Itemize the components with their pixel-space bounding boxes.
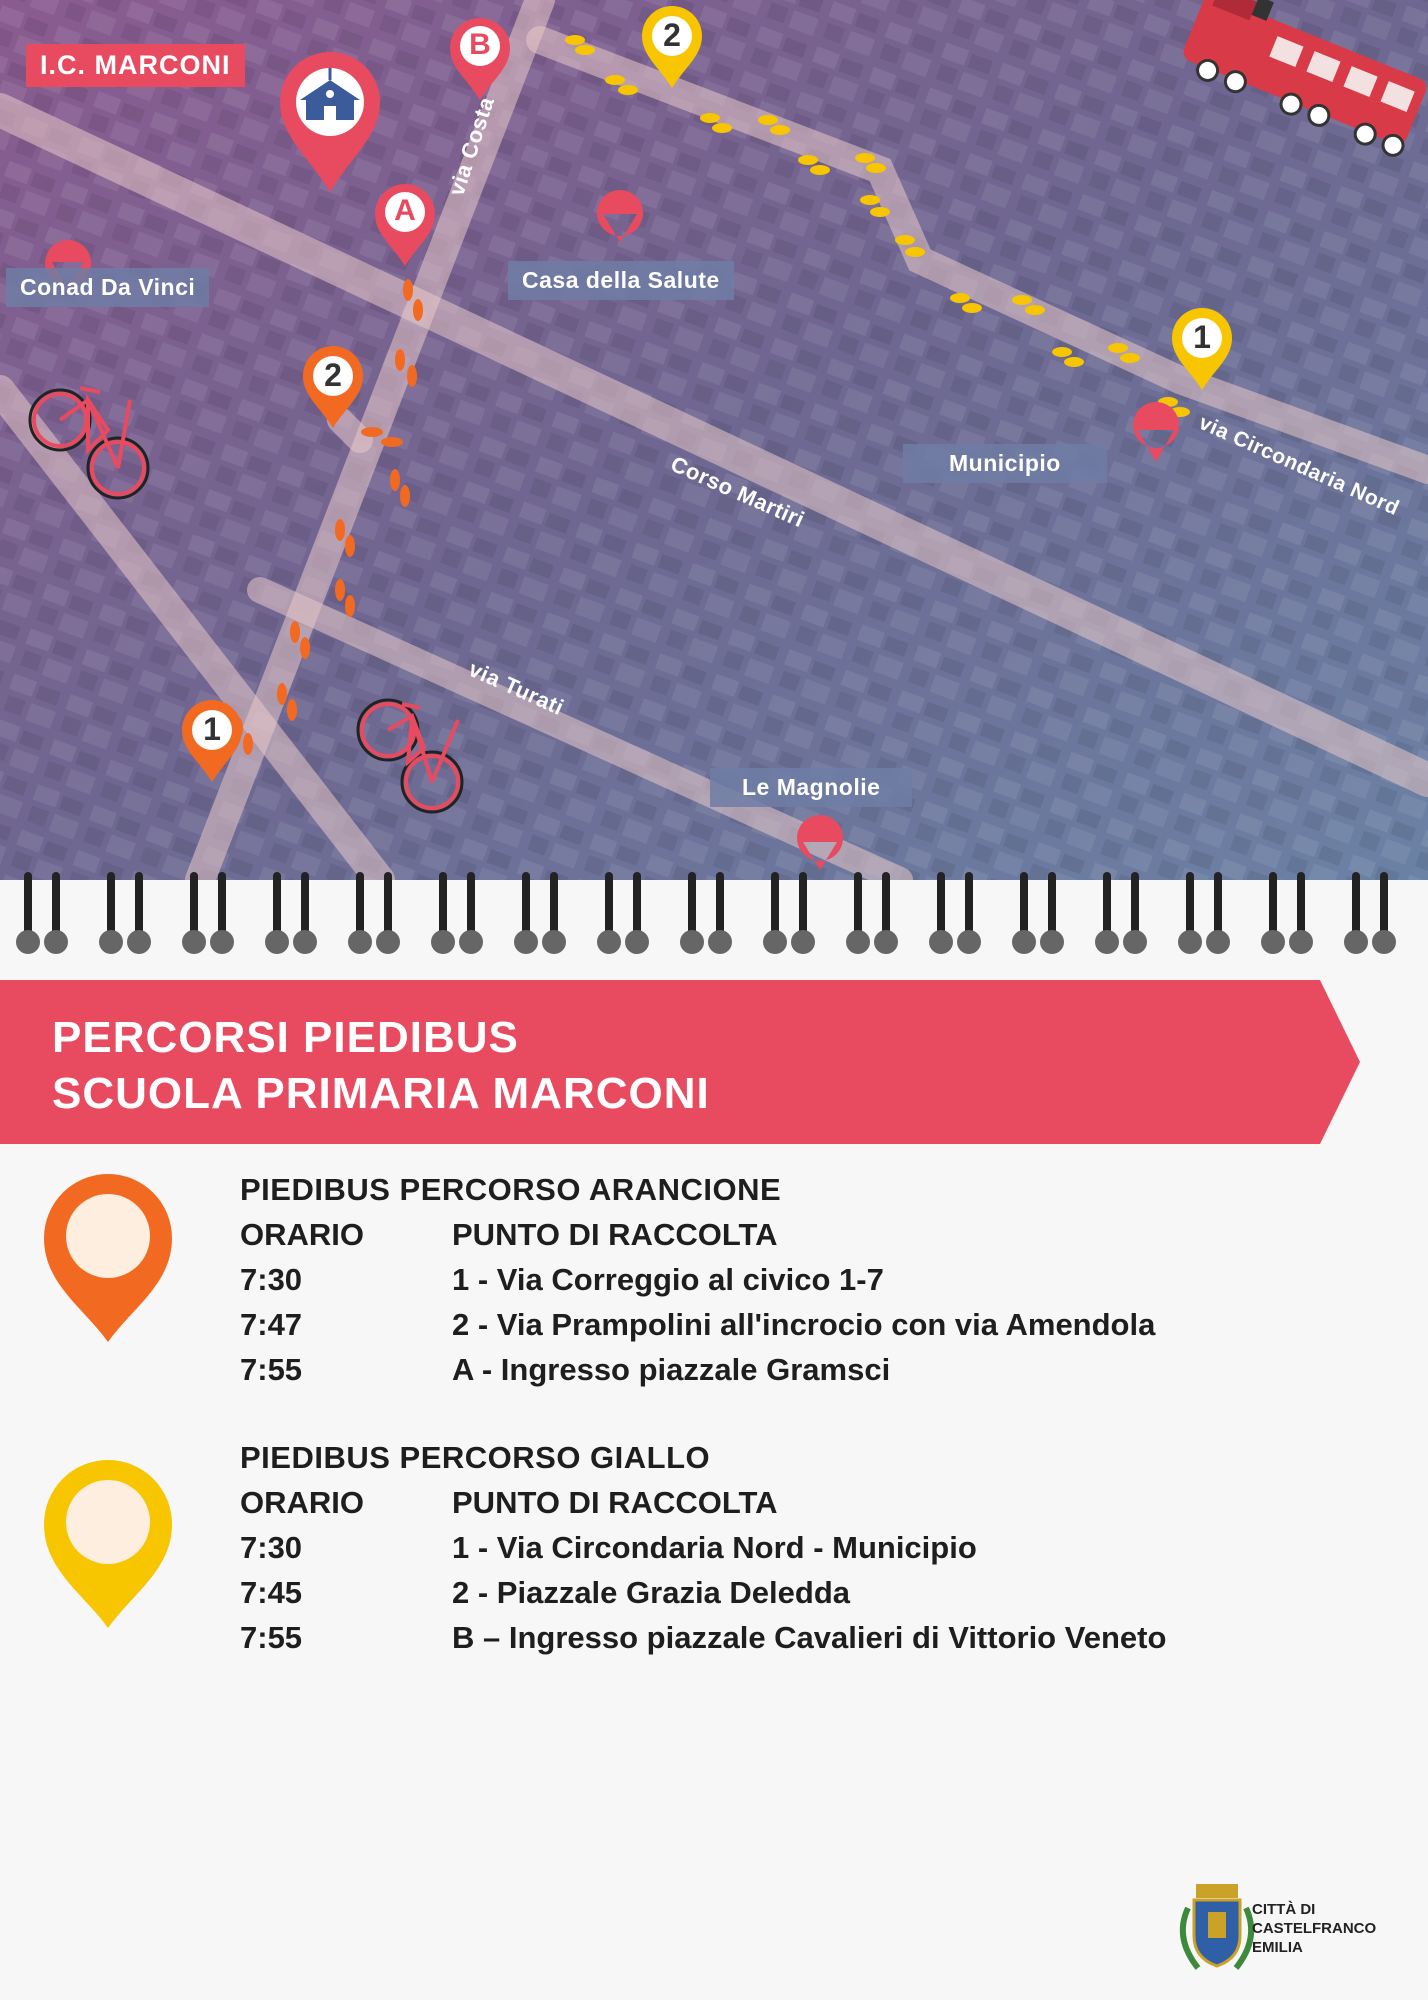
orange-route-pin-icon <box>40 1170 176 1346</box>
ring-wire <box>52 872 60 934</box>
marker-b-label: B <box>469 28 491 61</box>
stop-point: B – Ingresso piazzale Cavalieri di Vittorio Veneto <box>452 1620 1167 1655</box>
banner-title <box>52 1010 710 1122</box>
ring-hole <box>1178 930 1202 954</box>
stop-time: 7:55 <box>240 1352 303 1387</box>
stop-point: 2 - Piazzale Grazia Deledda <box>452 1575 851 1610</box>
ring-wire <box>439 872 447 934</box>
banner-line-1: PERCORSI PIEDIBUS <box>52 1013 519 1062</box>
ring-hole <box>846 930 870 954</box>
logo-line-2: CASTELFRANCO <box>1252 1920 1377 1937</box>
logo-line-3: EMILIA <box>1252 1939 1303 1956</box>
ring-wire <box>605 872 613 934</box>
place-label-municipio: Municipio <box>903 444 1107 483</box>
ring-hole <box>708 930 732 954</box>
notebook-rings <box>0 862 1428 962</box>
header-time: ORARIO <box>240 1217 364 1252</box>
ring-hole <box>210 930 234 954</box>
stop-time: 7:55 <box>240 1620 303 1655</box>
street-label-corso-martiri: Corso Martiri <box>667 451 809 533</box>
stop-time: 7:45 <box>240 1575 303 1610</box>
yellow-route-pin-icon <box>40 1456 176 1632</box>
ring-wire <box>937 872 945 934</box>
ring-hole <box>1372 930 1396 954</box>
ring-wire <box>1103 872 1111 934</box>
school-tag: I.C. MARCONI <box>26 44 245 87</box>
ring-wire <box>688 872 696 934</box>
table-row <box>240 1570 1166 1615</box>
ring-wire <box>190 872 198 934</box>
ring-wire <box>1186 872 1194 934</box>
ring-hole <box>1123 930 1147 954</box>
yellow-route-table <box>240 1436 1166 1660</box>
ring-wire <box>771 872 779 934</box>
ring-wire <box>1352 872 1360 934</box>
ring-hole <box>431 930 455 954</box>
ring-wire <box>799 872 807 934</box>
table-row <box>240 1257 1155 1302</box>
logo-line-1: CITTÀ DI <box>1252 1901 1316 1918</box>
ring-wire <box>384 872 392 934</box>
ring-hole <box>625 930 649 954</box>
ring-wire <box>1020 872 1028 934</box>
orange-route-title: PIEDIBUS PERCORSO ARANCIONE <box>240 1172 782 1207</box>
ring-hole <box>514 930 538 954</box>
ring-wire <box>1380 872 1388 934</box>
ring-hole <box>1261 930 1285 954</box>
stop-point: 2 - Via Prampolini all'incrocio con via Amendola <box>452 1307 1156 1342</box>
ring-hole <box>542 930 566 954</box>
marker-orange-1-label: 1 <box>203 711 221 747</box>
ring-hole <box>348 930 372 954</box>
orange-route-header <box>240 1212 1155 1257</box>
header-time: ORARIO <box>240 1485 364 1520</box>
yellow-route-header <box>240 1480 1166 1525</box>
ring-hole <box>1289 930 1313 954</box>
marker-orange-2-label: 2 <box>324 357 342 393</box>
ring-wire <box>1214 872 1222 934</box>
table-row <box>240 1347 1155 1392</box>
ring-wire <box>1297 872 1305 934</box>
ring-wire <box>107 872 115 934</box>
ring-wire <box>550 872 558 934</box>
ring-wire <box>1131 872 1139 934</box>
orange-route-table <box>240 1168 1155 1392</box>
stop-point: 1 - Via Circondaria Nord - Municipio <box>452 1530 977 1565</box>
ring-hole <box>1040 930 1064 954</box>
table-row <box>240 1615 1166 1660</box>
ring-wire <box>356 872 364 934</box>
ring-wire <box>633 872 641 934</box>
header-point: PUNTO DI RACCOLTA <box>452 1217 778 1252</box>
place-label-casa-salute: Casa della Salute <box>508 261 734 300</box>
ring-hole <box>376 930 400 954</box>
table-row <box>240 1302 1155 1347</box>
ring-hole <box>99 930 123 954</box>
stop-time: 7:30 <box>240 1262 303 1297</box>
marker-yellow-1-label: 1 <box>1193 319 1211 355</box>
marker-a-label: A <box>394 194 416 227</box>
ring-hole <box>265 930 289 954</box>
ring-hole <box>1344 930 1368 954</box>
ring-wire <box>1048 872 1056 934</box>
banner-line-2: SCUOLA PRIMARIA MARCONI <box>52 1069 710 1118</box>
header-point: PUNTO DI RACCOLTA <box>452 1485 778 1520</box>
ring-wire <box>273 872 281 934</box>
ring-hole <box>293 930 317 954</box>
stop-time: 7:30 <box>240 1530 303 1565</box>
ring-hole <box>1206 930 1230 954</box>
ring-wire <box>716 872 724 934</box>
ring-wire <box>135 872 143 934</box>
street-label-circondaria: via Circondaria Nord <box>1195 411 1403 521</box>
ring-wire <box>1269 872 1277 934</box>
place-label-conad: Conad Da Vinci <box>6 268 209 307</box>
ring-wire <box>522 872 530 934</box>
ring-hole <box>127 930 151 954</box>
ring-wire <box>301 872 309 934</box>
stop-time: 7:47 <box>240 1307 303 1342</box>
ring-hole <box>680 930 704 954</box>
ring-wire <box>467 872 475 934</box>
marker-yellow-2-label: 2 <box>663 17 681 53</box>
ring-hole <box>1012 930 1036 954</box>
ring-wire <box>24 872 32 934</box>
stop-point: 1 - Via Correggio al civico 1-7 <box>452 1262 884 1297</box>
ring-hole <box>182 930 206 954</box>
place-label-magnolie: Le Magnolie <box>710 768 912 807</box>
ring-hole <box>791 930 815 954</box>
ring-hole <box>957 930 981 954</box>
ring-wire <box>965 872 973 934</box>
street-label-costa: via Costa <box>443 93 500 199</box>
ring-hole <box>597 930 621 954</box>
ring-wire <box>218 872 226 934</box>
ring-hole <box>763 930 787 954</box>
ring-hole <box>874 930 898 954</box>
stop-point: A - Ingresso piazzale Gramsci <box>452 1352 891 1387</box>
map-area <box>0 0 1428 880</box>
ring-hole <box>44 930 68 954</box>
ring-hole <box>929 930 953 954</box>
ring-hole <box>1095 930 1119 954</box>
city-logo-text <box>1252 1900 1376 1957</box>
ring-wire <box>882 872 890 934</box>
ring-wire <box>854 872 862 934</box>
ring-hole <box>459 930 483 954</box>
street-label-turati: via Turati <box>465 656 568 721</box>
ring-hole <box>16 930 40 954</box>
yellow-route-title: PIEDIBUS PERCORSO GIALLO <box>240 1440 711 1475</box>
table-row <box>240 1525 1166 1570</box>
